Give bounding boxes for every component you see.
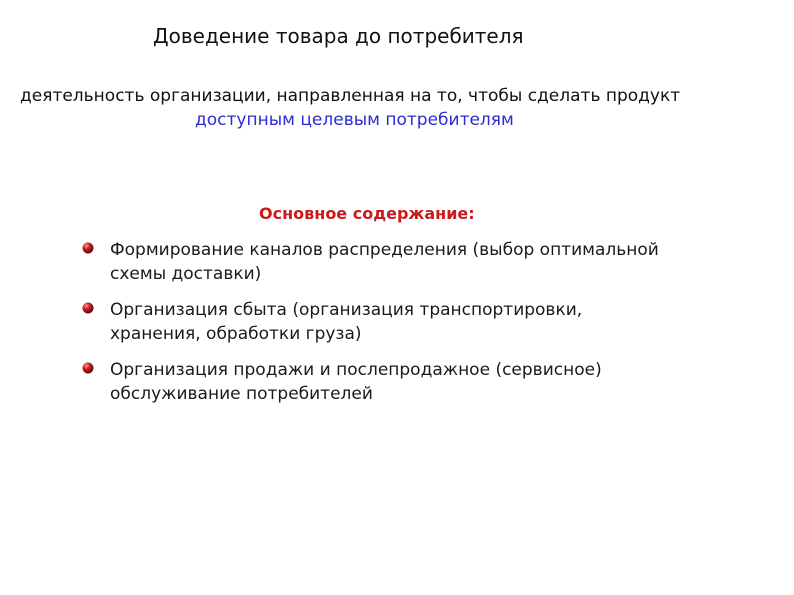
bullet-text-line2: обслуживание потребителей: [110, 384, 373, 404]
bullet-text-line2: хранения, обработки груза): [110, 324, 362, 344]
section-heading: Основное содержание:: [259, 204, 475, 223]
definition-highlight-text: доступным целевым потребителям: [195, 110, 514, 130]
bullet-item: [82, 238, 722, 286]
bullet-text-line1: Организация сбыта (организация транспортировки,: [110, 300, 583, 320]
red-sphere-bullet-icon: [82, 302, 94, 314]
red-sphere-bullet-icon: [82, 362, 94, 374]
bullet-list: [82, 238, 722, 418]
bullet-text-line1: Организация продажи и послепродажное (сервисное): [110, 360, 602, 380]
red-sphere-bullet-icon: [82, 242, 94, 254]
definition-text: деятельность организации, направленная на то, чтобы сделать продукт: [20, 86, 681, 106]
bullet-text-line2: схемы доставки): [110, 264, 262, 284]
bullet-item: [82, 298, 722, 346]
bullet-item: [82, 358, 722, 406]
slide-title: Доведение товара до потребителя: [153, 24, 524, 48]
bullet-text-line1: Формирование каналов распределения (выбор оптимальной: [110, 240, 659, 260]
